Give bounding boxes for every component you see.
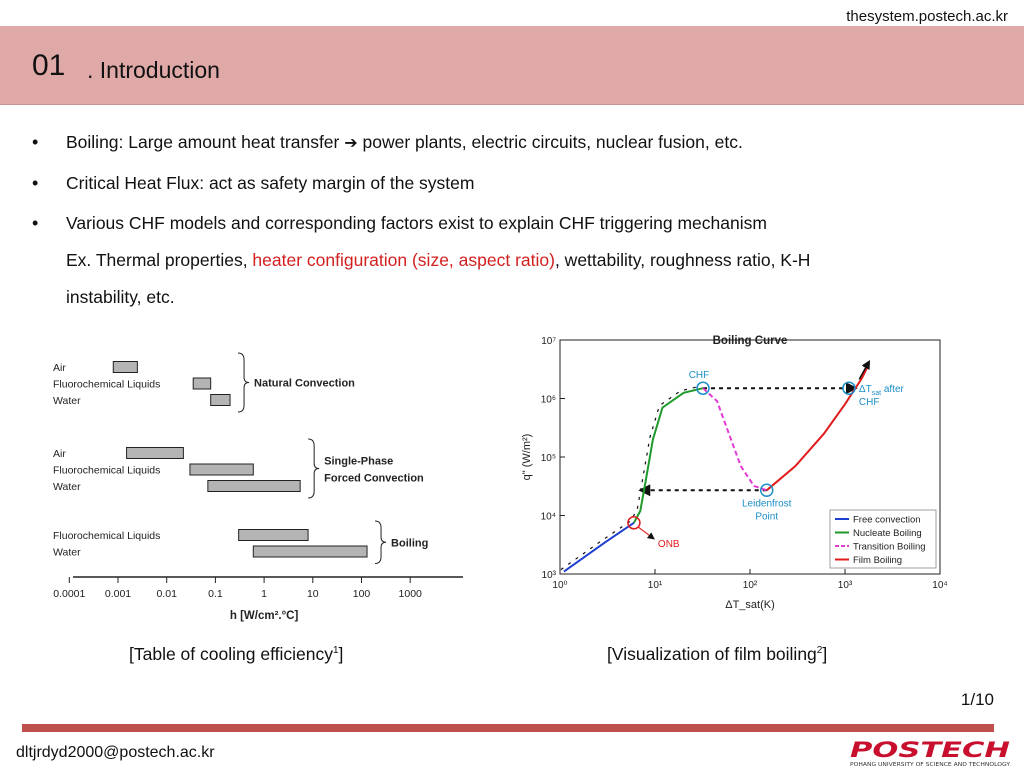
series-line (767, 363, 870, 490)
boiling-curve-chart (518, 326, 958, 616)
x-tick-label: 10² (742, 580, 758, 591)
group-label: Single-Phase (324, 455, 394, 468)
range-bar (253, 546, 367, 557)
after-chf-label: $\Delta T_{sat}$ after (858, 384, 904, 398)
group-label: Forced Convection (324, 472, 424, 485)
bullet-marker: • (32, 173, 39, 193)
bullet-models-line3: instability, etc. (66, 287, 175, 307)
legend-label: Transition Boiling (853, 541, 926, 553)
author-email: dltjrdyd2000@postech.ac.kr (16, 744, 215, 761)
group-brace (238, 353, 249, 412)
x-tick-label: 0.1 (208, 588, 223, 600)
x-tick-label: 1 (261, 588, 268, 600)
bullet-chf: Critical Heat Flux: act as safety margin of the system (66, 173, 475, 193)
legend-label: Nucleate Boiling (853, 528, 922, 539)
range-bar (211, 395, 230, 406)
onb-pointer (638, 527, 654, 539)
caption-cooling-text: [Table of cooling efficiency (129, 644, 333, 664)
series-line (703, 388, 767, 490)
x-tick-label: 0.001 (104, 588, 132, 600)
range-bar (113, 362, 137, 373)
film-boiling-arrow (859, 361, 869, 379)
row-label: Air (53, 448, 66, 460)
x-tick-label: 0.0001 (53, 588, 86, 600)
series-line (634, 388, 703, 523)
after-chf-sub: sat (871, 390, 882, 398)
caption-film-text: [Visualization of film boiling (607, 644, 817, 664)
y-tick-label: 10⁶ (540, 394, 556, 406)
caption-film-ref: 2 (816, 645, 823, 657)
row-label: Fluorochemical Liquids (53, 530, 161, 542)
row-label: Water (53, 546, 81, 559)
legend-label: Film Boiling (853, 555, 903, 566)
bullet-boiling (66, 132, 743, 153)
x-tick-label: 1000 (398, 588, 422, 600)
group-brace (375, 521, 386, 564)
bullet-marker: • (32, 132, 39, 152)
row-label: Water (53, 395, 81, 407)
line2-pre: Ex. Thermal properties, (66, 250, 253, 270)
legend-label: Free convection (853, 514, 921, 526)
leidenfrost-label: Point (755, 511, 779, 523)
caption-cooling-end: ] (338, 644, 344, 664)
range-bar (208, 481, 300, 492)
y-tick-label: 10⁴ (540, 511, 556, 523)
title-band (0, 26, 1024, 105)
group-brace (308, 439, 319, 498)
site-url: thesystem.postech.ac.kr (846, 8, 1008, 25)
slide-title: . Introduction (87, 57, 220, 83)
range-bar (127, 448, 184, 459)
bullet-boiling-pre: Boiling: Large amount heat transfer (66, 132, 345, 152)
range-bar (193, 378, 210, 389)
x-tick-label: 10⁰ (552, 580, 568, 591)
y-tick-label: 10⁵ (540, 453, 556, 464)
chart-title: Boiling Curve (712, 335, 788, 347)
x-tick-label: 10 (306, 588, 319, 600)
x-tick-label: 10¹ (647, 580, 663, 591)
line2-emphasis: heater configuration (size, aspect ratio) (252, 250, 555, 270)
row-label: Fluorochemical Liquids (53, 378, 161, 391)
row-label: Air (53, 362, 66, 374)
right-arrow-icon: ➔ (344, 135, 358, 152)
chf-label: CHF (688, 370, 710, 382)
caption-film-boiling (607, 644, 827, 665)
y-tick-label: 10³ (541, 570, 556, 581)
logo-text: POSTECH (850, 738, 1011, 762)
after-chf-label-2: CHF (858, 397, 880, 409)
bullet-boiling-post: power plants, electric circuits, nuclear fusion, etc. (357, 132, 743, 152)
row-label: Water (53, 481, 81, 493)
range-bar (190, 464, 253, 475)
after-chf-word: after (881, 384, 904, 396)
x-tick-label: 10³ (837, 580, 853, 591)
x-axis-label: ΔT_sat(K) (725, 599, 775, 611)
row-label: Fluorochemical Liquids (53, 464, 161, 477)
bullet-marker: • (32, 213, 39, 233)
leidenfrost-label: Leidenfrost (741, 498, 792, 510)
cooling-efficiency-chart (45, 345, 475, 625)
footer-bar (22, 724, 994, 732)
postech-logo (846, 738, 1014, 768)
y-axis-label: q" (W/m²) (521, 433, 533, 481)
bullet-models-line1: Various CHF models and corresponding factors exist to explain CHF triggering mechanism (66, 213, 767, 233)
caption-film-end: ] (822, 644, 828, 664)
group-label: Boiling (391, 537, 429, 550)
x-tick-label: 0.01 (156, 588, 177, 600)
series-line (564, 523, 634, 572)
caption-cooling (129, 644, 343, 665)
page-number: 1/10 (960, 690, 994, 709)
group-label: Natural Convection (254, 377, 355, 390)
x-tick-label: 100 (352, 588, 371, 600)
x-axis-label: h [W/cm².°C] (229, 610, 299, 622)
slide-number: 01 (32, 49, 66, 82)
y-tick-label: 10⁷ (541, 336, 556, 347)
bullet-models-line2 (66, 250, 810, 271)
line2-post: , wettability, roughness ratio, K-H (554, 250, 811, 270)
logo-subtext: POHANG UNIVERSITY OF SCIENCE AND TECHNOLOGY (850, 762, 1012, 768)
onb-label: ONB (657, 538, 680, 550)
x-tick-label: 10⁴ (932, 580, 948, 591)
range-bar (239, 530, 308, 541)
caption-cooling-ref: 1 (332, 645, 339, 657)
